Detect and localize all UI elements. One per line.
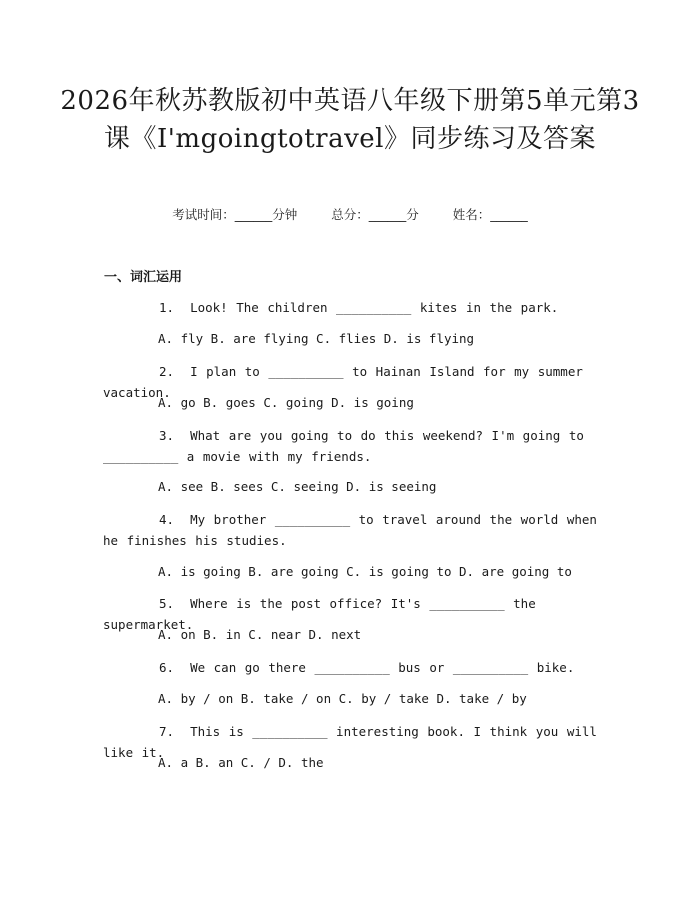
question-text: Where is the post office? It's __________ the supermarket. [103, 596, 536, 632]
question-text: I plan to __________ to Hainan Island for my summer vacation. [103, 364, 583, 400]
question-3-options: A. see B. sees C. seeing D. is seeing [158, 479, 437, 494]
question-text: My brother __________ to travel around the world when he finishes his studies. [103, 512, 597, 548]
section-heading: 一、词汇运用 [104, 270, 183, 285]
question-text: Look! The children __________ kites in the park. [190, 300, 559, 315]
question-4 [103, 509, 613, 551]
question-1-options: A. fly B. are flying C. flies D. is flying [158, 331, 475, 346]
question-number: 7. [159, 724, 175, 739]
exam-meta-line [0, 205, 700, 225]
student-name-field: 姓名：______ [452, 207, 528, 222]
question-4-options: A. is going B. are going C. is going to D. are going to [158, 564, 572, 579]
question-text: This is __________ interesting book. I think you will like it. [103, 724, 597, 760]
question-number: 3. [159, 428, 175, 443]
question-number: 2. [159, 364, 175, 379]
question-number: 6. [159, 660, 175, 675]
question-6-options: A. by / on B. take / on C. by / take D. take / by [158, 691, 527, 706]
question-5-options: A. on B. in C. near D. next [158, 627, 362, 642]
question-3 [103, 425, 613, 467]
question-2-options: A. go B. goes C. going D. is going [158, 395, 414, 410]
question-7-options: A. a B. an C. / D. the [158, 755, 324, 770]
exam-time-field: 考试时间：______分钟 [172, 207, 298, 222]
total-score-field: 总分：______分 [331, 207, 419, 222]
document-title: 2026年秋苏教版初中英语八年级下册第5单元第3课《I'mgoingtotravel》同步练习及答案 [60, 86, 640, 154]
question-1 [103, 297, 613, 318]
question-text: What are you going to do this weekend? I'm going to __________ a movie with my friends. [103, 428, 584, 464]
question-number: 4. [159, 512, 175, 527]
question-number: 5. [159, 596, 175, 611]
question-6 [103, 657, 613, 678]
question-number: 1. [159, 300, 175, 315]
question-text: We can go there __________ bus or __________ bike. [190, 660, 575, 675]
